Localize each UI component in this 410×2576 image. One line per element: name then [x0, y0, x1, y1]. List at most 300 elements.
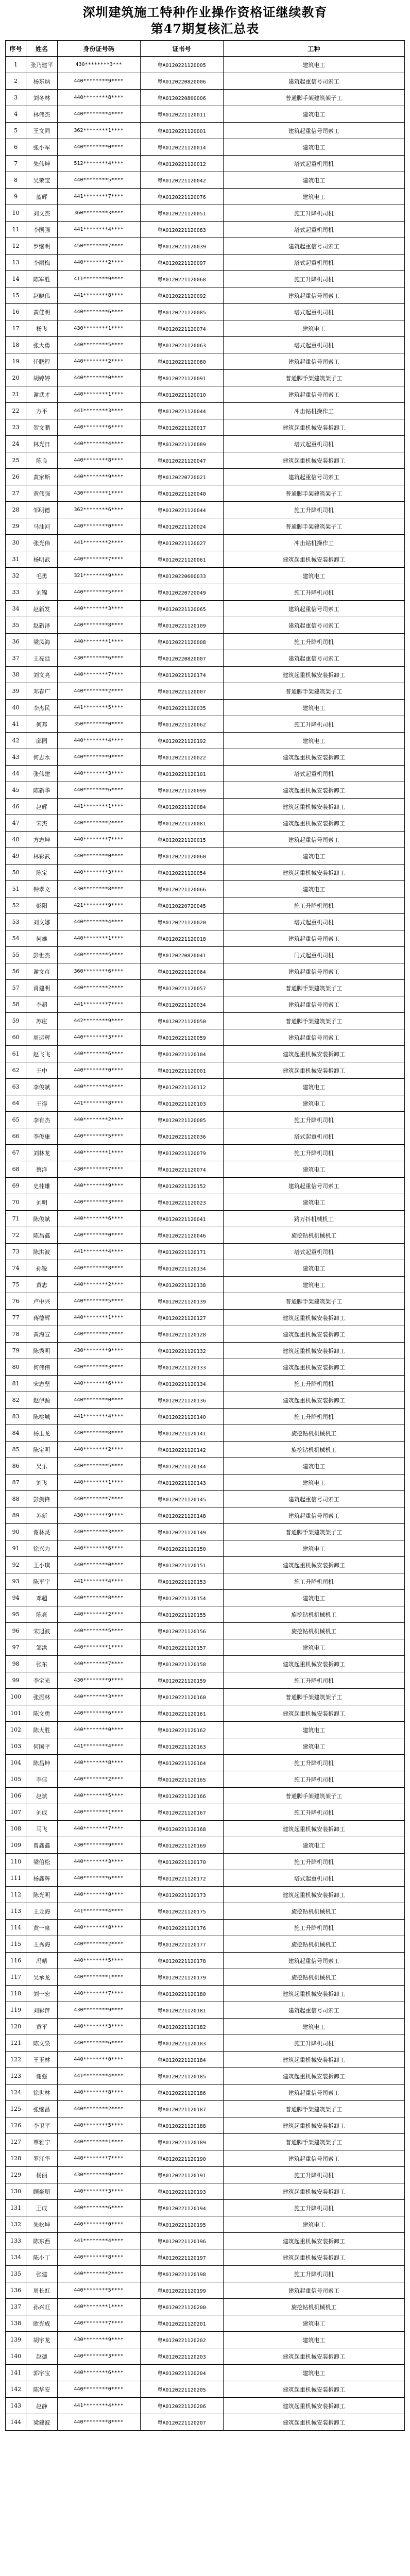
- cell-name: 彭世杰: [26, 947, 57, 963]
- cell-id: 440********0****: [57, 1557, 140, 1573]
- cell-name: 陈文泉: [26, 2035, 57, 2052]
- cell-id: 360********6****: [57, 963, 140, 980]
- cell-cert: 粤A0120221120015: [140, 832, 223, 848]
- table-row: [6, 189, 405, 205]
- table-row: [6, 1524, 405, 1540]
- cell-id: 440********5****: [57, 337, 140, 353]
- cell-work: 建筑起重机械安装拆卸工: [223, 1821, 404, 1837]
- cell-seq: 86: [6, 1458, 26, 1475]
- cell-cert: 粤A0120220720021: [140, 469, 223, 485]
- cell-id: 440********4****: [57, 733, 140, 749]
- cell-work: 建筑起重机械安装拆卸工: [223, 815, 404, 832]
- cell-seq: 133: [6, 2233, 26, 2249]
- cell-cert: 粤A0120221120206: [140, 2398, 223, 2414]
- cell-cert: 粤A0120221120188: [140, 2117, 223, 2134]
- cell-id: 440********9****: [57, 749, 140, 766]
- cell-work: 普通脚手架建筑架子工: [223, 370, 404, 386]
- cell-name: 李俊斌: [26, 1079, 57, 1095]
- cell-name: 陈平宇: [26, 1573, 57, 1590]
- table-row: [6, 139, 405, 156]
- cell-name: 黄海宣: [26, 1326, 57, 1343]
- table-row: [6, 1953, 405, 1969]
- cell-work: 建筑电工: [223, 106, 404, 123]
- cell-cert: 粤A0120221120156: [140, 1623, 223, 1639]
- cell-work: 建筑起重机械安装拆卸工: [223, 2117, 404, 2134]
- cell-work: 建筑起重机械安装拆卸工: [223, 749, 404, 766]
- cell-cert: 粤A0120221120164: [140, 1755, 223, 1771]
- cell-seq: 135: [6, 2266, 26, 2282]
- table-row: [6, 1606, 405, 1623]
- table-row: [6, 1376, 405, 1392]
- cell-name: 陈文勇: [26, 1705, 57, 1722]
- cell-id: 440********3****: [57, 2183, 140, 2200]
- cell-seq: 34: [6, 601, 26, 617]
- cell-work: 建筑起重机械安装拆卸工: [223, 2052, 404, 2068]
- cell-name: 王得: [26, 1095, 57, 1112]
- cell-seq: 40: [6, 700, 26, 716]
- cell-id: 440********3****: [57, 601, 140, 617]
- cell-seq: 139: [6, 2332, 26, 2348]
- table-row: [6, 963, 405, 980]
- cell-cert: 粤A0120221120158: [140, 1656, 223, 1672]
- table-row: [6, 2315, 405, 2332]
- cell-name: 刘一宏: [26, 1986, 57, 2002]
- cell-name: 邹明德: [26, 502, 57, 518]
- cell-cert: 粤A0120221120186: [140, 2084, 223, 2101]
- table-row: [6, 1425, 405, 1442]
- cell-cert: 粤A0120221120148: [140, 1507, 223, 1524]
- cell-name: 杨飞: [26, 320, 57, 337]
- cell-id: 440********8****: [57, 1920, 140, 1936]
- cell-work: 建筑电工: [223, 1095, 404, 1112]
- cell-id: 440********0****: [57, 139, 140, 156]
- cell-work: 建筑起重信号司索工: [223, 353, 404, 370]
- cell-seq: 16: [6, 304, 26, 320]
- cell-id: 442********9****: [57, 1013, 140, 1029]
- cell-work: 建筑起重机械安装拆卸工: [223, 452, 404, 469]
- table-row: [6, 1672, 405, 1689]
- table-row: [6, 1986, 405, 2002]
- cell-work: 建筑电工: [223, 320, 404, 337]
- cell-work: 建筑电工: [223, 1639, 404, 1656]
- table-row: [6, 386, 405, 403]
- cell-name: 陈东西: [26, 2233, 57, 2249]
- cell-work: 旋挖钻机机械机工: [223, 1425, 404, 1442]
- cell-name: 张乃建平: [26, 57, 57, 73]
- cell-work: 普通脚手架建筑架子工: [223, 1524, 404, 1540]
- cell-work: 建筑电工: [223, 139, 404, 156]
- cell-seq: 99: [6, 1672, 26, 1689]
- cell-name: 杨鑫辉: [26, 1870, 57, 1887]
- cell-id: 440********6****: [57, 304, 140, 320]
- table-row: [6, 848, 405, 865]
- cell-work: 塔式起重机司机: [223, 914, 404, 930]
- cell-name: 陈大胜: [26, 1722, 57, 1738]
- cell-name: 赵伊源: [26, 1392, 57, 1409]
- cell-id: 440********1****: [57, 1310, 140, 1326]
- cell-seq: 28: [6, 502, 26, 518]
- cell-cert: 粤A0120221120051: [140, 205, 223, 222]
- table-row: [6, 601, 405, 617]
- cell-cert: 粤A0120221120061: [140, 551, 223, 568]
- cell-seq: 72: [6, 1227, 26, 1244]
- cell-seq: 93: [6, 1573, 26, 1590]
- cell-cert: 粤A0120221120064: [140, 963, 223, 980]
- cell-id: 430********1****: [57, 485, 140, 502]
- table-row: [6, 1936, 405, 1953]
- cell-work: 施工升降机司机: [223, 2167, 404, 2183]
- cell-name: 何志水: [26, 749, 57, 766]
- cell-id: 430********9****: [57, 1507, 140, 1524]
- cell-name: 王龙海: [26, 1903, 57, 1920]
- cell-name: 杨丽: [26, 2167, 57, 2183]
- table-row: [6, 1359, 405, 1376]
- cell-id: 440********5****: [57, 1458, 140, 1475]
- cell-work: 建筑电工: [223, 2216, 404, 2233]
- cell-name: 林光日: [26, 436, 57, 452]
- cell-id: 441********4****: [57, 1738, 140, 1755]
- cell-cert: 粤A0120221120150: [140, 1540, 223, 1557]
- cell-cert: 粤A0120221120134: [140, 1260, 223, 1277]
- table-row: [6, 782, 405, 799]
- cell-seq: 45: [6, 782, 26, 799]
- table-row: [6, 2068, 405, 2084]
- cell-cert: 粤A0120221120176: [140, 1920, 223, 1936]
- cell-name: 林伟杰: [26, 106, 57, 123]
- cell-cert: 粤A0120221120060: [140, 848, 223, 865]
- cell-id: 440********2****: [57, 980, 140, 996]
- cell-seq: 49: [6, 848, 26, 865]
- cell-seq: 89: [6, 1507, 26, 1524]
- cell-seq: 141: [6, 2365, 26, 2381]
- table-row: [6, 1837, 405, 1854]
- cell-name: 黄佳明: [26, 304, 57, 320]
- table-row: [6, 2019, 405, 2035]
- table-row: [6, 947, 405, 963]
- table-row: [6, 1689, 405, 1705]
- cell-cert: 粤A0120221120138: [140, 1277, 223, 1293]
- cell-cert: 粤A0120221120085: [140, 1112, 223, 1128]
- cell-cert: 粤A0120221120145: [140, 1491, 223, 1507]
- cell-seq: 98: [6, 1656, 26, 1672]
- cell-seq: 8: [6, 172, 26, 189]
- cell-cert: 粤A0120221120101: [140, 766, 223, 782]
- cell-work: 建筑电工: [223, 1738, 404, 1755]
- cell-id: 440********0****: [57, 848, 140, 865]
- cell-id: 440********2****: [57, 815, 140, 832]
- table-row: [6, 518, 405, 535]
- cell-seq: 142: [6, 2381, 26, 2398]
- cell-seq: 70: [6, 1194, 26, 1211]
- table-row: [6, 1821, 405, 1837]
- cell-cert: 粤A0120221120024: [140, 518, 223, 535]
- table-row: [6, 1573, 405, 1590]
- cell-cert: 粤A0120221120076: [140, 189, 223, 205]
- cell-seq: 15: [6, 287, 26, 304]
- table-row: [6, 914, 405, 930]
- cell-work: 建筑起重机械安装拆卸工: [223, 1326, 404, 1343]
- table-row: [6, 551, 405, 568]
- cell-cert: 粤A0120221120099: [140, 782, 223, 799]
- cell-name: 刘文娜: [26, 914, 57, 930]
- table-row: [6, 1178, 405, 1194]
- cell-name: 何邦: [26, 716, 57, 733]
- cell-id: 440********0****: [57, 2381, 140, 2398]
- cell-id: 430********9****: [57, 2167, 140, 2183]
- cell-cert: 粤A0120221120141: [140, 1425, 223, 1442]
- cell-work: 施工升降机司机: [223, 1409, 404, 1425]
- cell-id: 440********0****: [57, 1392, 140, 1409]
- table-row: [6, 238, 405, 255]
- cell-id: 440********3****: [57, 1524, 140, 1540]
- cell-seq: 36: [6, 634, 26, 650]
- cell-name: 陈昌鑫: [26, 1227, 57, 1244]
- cell-name: 欧光成: [26, 2315, 57, 2332]
- cell-id: 440********8****: [57, 452, 140, 469]
- cell-work: 建筑起重信号司索工: [223, 1029, 404, 1046]
- cell-cert: 粤A0120221120157: [140, 1639, 223, 1656]
- table-row: [6, 304, 405, 320]
- cell-seq: 88: [6, 1491, 26, 1507]
- cell-work: 建筑电工: [223, 700, 404, 716]
- cell-id: 440********1****: [57, 2134, 140, 2150]
- cell-work: 建筑起重机械安装拆卸工: [223, 782, 404, 799]
- cell-id: 441********4****: [57, 1409, 140, 1425]
- cell-seq: 117: [6, 1969, 26, 1986]
- cell-id: 440********2****: [57, 353, 140, 370]
- cell-seq: 79: [6, 1343, 26, 1359]
- cell-id: 440********2****: [57, 255, 140, 271]
- table-row: [6, 1442, 405, 1458]
- cell-name: 贺文鹏: [26, 419, 57, 436]
- summary-table: [5, 40, 405, 2431]
- cell-seq: 9: [6, 189, 26, 205]
- cell-id: 512********4****: [57, 156, 140, 172]
- cell-name: 杨东炳: [26, 73, 57, 90]
- cell-cert: 粤A0120221120085: [140, 304, 223, 320]
- cell-name: 张大勇: [26, 337, 57, 353]
- cell-work: 建筑电工: [223, 733, 404, 749]
- cell-work: 建筑起重机械安装拆卸工: [223, 2068, 404, 2084]
- table-row: [6, 2134, 405, 2150]
- table-row: [6, 1095, 405, 1112]
- cell-seq: 51: [6, 881, 26, 897]
- table-row: [6, 1722, 405, 1738]
- cell-cert: 粤A0120221120177: [140, 1936, 223, 1953]
- cell-cert: 粤A0120221120050: [140, 1013, 223, 1029]
- cell-work: 路万抖机械机工: [223, 1211, 404, 1227]
- cell-work: 塔式起重机司机: [223, 1244, 404, 1260]
- table-row: [6, 2249, 405, 2266]
- cell-id: 362********6****: [57, 502, 140, 518]
- cell-name: 李国强: [26, 222, 57, 238]
- cell-cert: 粤A0120221120127: [140, 1310, 223, 1326]
- cell-work: 普通脚手架建筑架子工: [223, 980, 404, 996]
- cell-work: 建筑起重机械安装拆卸工: [223, 2183, 404, 2200]
- cell-seq: 84: [6, 1425, 26, 1442]
- cell-work: 建筑电工: [223, 568, 404, 584]
- cell-id: 430********9****: [57, 2002, 140, 2019]
- cell-name: 李杰民: [26, 700, 57, 716]
- cell-name: 胡宇龙: [26, 2332, 57, 2348]
- cell-cert: 粤A0120221120151: [140, 1557, 223, 1573]
- cell-work: 建筑起重信号司索工: [223, 617, 404, 634]
- cell-id: 441********7****: [57, 189, 140, 205]
- cell-work: 塔式起重机司机: [223, 304, 404, 320]
- cell-name: 陈宝: [26, 865, 57, 881]
- cell-work: 建筑起重机械安装拆卸工: [223, 667, 404, 683]
- table-row: [6, 2117, 405, 2134]
- cell-name: 赵德: [26, 2348, 57, 2365]
- cell-id: 440********1****: [57, 1145, 140, 1161]
- cell-id: 362********1****: [57, 123, 140, 139]
- table-row: [6, 452, 405, 469]
- cell-seq: 74: [6, 1260, 26, 1277]
- cell-seq: 58: [6, 996, 26, 1013]
- cell-name: 王文同: [26, 123, 57, 139]
- cell-name: 谢林灵: [26, 1524, 57, 1540]
- cell-name: 徐兴力: [26, 1540, 57, 1557]
- cell-seq: 59: [6, 1013, 26, 1029]
- cell-id: 440********2****: [57, 1936, 140, 1953]
- cell-cert: 粤A0120221120011: [140, 106, 223, 123]
- cell-work: 建筑起重信号司索工: [223, 2150, 404, 2167]
- cell-id: 430********7****: [57, 1161, 140, 1178]
- table-row: [6, 865, 405, 881]
- cell-name: 张光伟: [26, 535, 57, 551]
- cell-work: 旋挖钻机机械机工: [223, 1606, 404, 1623]
- cell-id: 411********9****: [57, 271, 140, 287]
- cell-id: 440********7****: [57, 832, 140, 848]
- cell-cert: 粤A0120221120054: [140, 865, 223, 881]
- cell-name: 杨玉龙: [26, 1425, 57, 1442]
- cell-seq: 38: [6, 667, 26, 683]
- cell-work: 建筑起重信号司索工: [223, 238, 404, 255]
- cell-work: 普通脚手架建筑架子工: [223, 485, 404, 502]
- table-row: [6, 584, 405, 601]
- cell-cert: 粤A0120221120023: [140, 1194, 223, 1211]
- cell-work: 施工升降机司机: [223, 634, 404, 650]
- cell-seq: 67: [6, 1145, 26, 1161]
- cell-work: 建筑起重机械安装拆卸工: [223, 1343, 404, 1359]
- cell-cert: 粤A0120221120201: [140, 2315, 223, 2332]
- header-seq: 序号: [6, 41, 26, 57]
- cell-seq: 20: [6, 370, 26, 386]
- table-row: [6, 469, 405, 485]
- table-row: [6, 1227, 405, 1244]
- cell-cert: 粤A0120220820041: [140, 947, 223, 963]
- table-row: [6, 2200, 405, 2216]
- cell-work: 施工升降机司机: [223, 584, 404, 601]
- table-row: [6, 1211, 405, 1227]
- cell-seq: 30: [6, 535, 26, 551]
- cell-name: 赵辉: [26, 799, 57, 815]
- cell-name: 刘锦: [26, 584, 57, 601]
- table-row: [6, 436, 405, 452]
- cell-seq: 63: [6, 1079, 26, 1095]
- cell-cert: 粤A0120221120097: [140, 255, 223, 271]
- cell-id: 440********7****: [57, 1491, 140, 1507]
- cell-work: 塔式起重机司机: [223, 1870, 404, 1887]
- cell-id: 430********9****: [57, 2332, 140, 2348]
- cell-cert: 粤A0120221120167: [140, 1804, 223, 1821]
- cell-seq: 69: [6, 1178, 26, 1194]
- cell-name: 陈光明: [26, 1887, 57, 1903]
- cell-id: 440********6****: [57, 419, 140, 436]
- cell-name: 李宝光: [26, 1672, 57, 1689]
- cell-cert: 粤A0120221120103: [140, 1095, 223, 1112]
- cell-name: 刘彩萍: [26, 2002, 57, 2019]
- cell-work: 建筑起重机械安装拆卸工: [223, 1986, 404, 2002]
- cell-seq: 11: [6, 222, 26, 238]
- table-row: [6, 106, 405, 123]
- table-row: [6, 2183, 405, 2200]
- cell-seq: 102: [6, 1722, 26, 1738]
- cell-cert: 粤A0120221120020: [140, 914, 223, 930]
- cell-seq: 78: [6, 1326, 26, 1343]
- cell-seq: 101: [6, 1705, 26, 1722]
- cell-id: 440********2****: [57, 1112, 140, 1128]
- cell-cert: 粤A0120221120022: [140, 749, 223, 766]
- cell-work: 建筑起重机械安装拆卸工: [223, 2414, 404, 2431]
- cell-name: 李超: [26, 996, 57, 1013]
- table-row: [6, 1194, 405, 1211]
- cell-name: 吴荣宝: [26, 172, 57, 189]
- cell-id: 440********5****: [57, 1128, 140, 1145]
- cell-cert: 粤A0120221120197: [140, 2249, 223, 2266]
- table-row: [6, 2348, 405, 2365]
- cell-work: 建筑电工: [223, 1458, 404, 1475]
- cell-cert: 粤A0120221120170: [140, 1854, 223, 1870]
- cell-id: 430********8****: [57, 881, 140, 897]
- cell-seq: 5: [6, 123, 26, 139]
- cell-work: 建筑电工: [223, 1161, 404, 1178]
- cell-seq: 33: [6, 584, 26, 601]
- cell-id: 440********7****: [57, 1986, 140, 2002]
- cell-cert: 粤A0120221120018: [140, 930, 223, 947]
- table-row: [6, 1013, 405, 1029]
- cell-name: 周长虹: [26, 2282, 57, 2299]
- cell-work: 施工升降机司机: [223, 1920, 404, 1936]
- cell-cert: 粤A0120221120180: [140, 1986, 223, 2002]
- table-row: [6, 1392, 405, 1409]
- cell-seq: 140: [6, 2348, 26, 2365]
- cell-cert: 粤A0120221120092: [140, 287, 223, 304]
- cell-work: 建筑起重信号司索工: [223, 2002, 404, 2019]
- cell-cert: 粤A0120221120193: [140, 2183, 223, 2200]
- table-row: [6, 2365, 405, 2381]
- cell-seq: 115: [6, 1936, 26, 1953]
- header-cert: 证书号: [140, 41, 223, 57]
- cell-id: 440********2****: [57, 1442, 140, 1458]
- cell-seq: 80: [6, 1359, 26, 1376]
- cell-name: 蓝辉: [26, 189, 57, 205]
- cell-work: 旋挖钻机机械机工: [223, 1903, 404, 1920]
- cell-name: 彭阳: [26, 897, 57, 914]
- table-row: [6, 502, 405, 518]
- cell-seq: 106: [6, 1788, 26, 1804]
- title-line-2: 第47期复核汇总表: [150, 21, 260, 36]
- cell-work: 建筑起重机械安装拆卸工: [223, 1310, 404, 1326]
- table-row: [6, 535, 405, 551]
- table-row: [6, 1507, 405, 1524]
- cell-cert: 粤A0120221120163: [140, 1738, 223, 1755]
- cell-work: 建筑起重机械安装拆卸工: [223, 1705, 404, 1722]
- cell-seq: 116: [6, 1953, 26, 1969]
- cell-cert: 粤A0120221120189: [140, 2134, 223, 2150]
- cell-seq: 27: [6, 485, 26, 502]
- table-row: [6, 1244, 405, 1260]
